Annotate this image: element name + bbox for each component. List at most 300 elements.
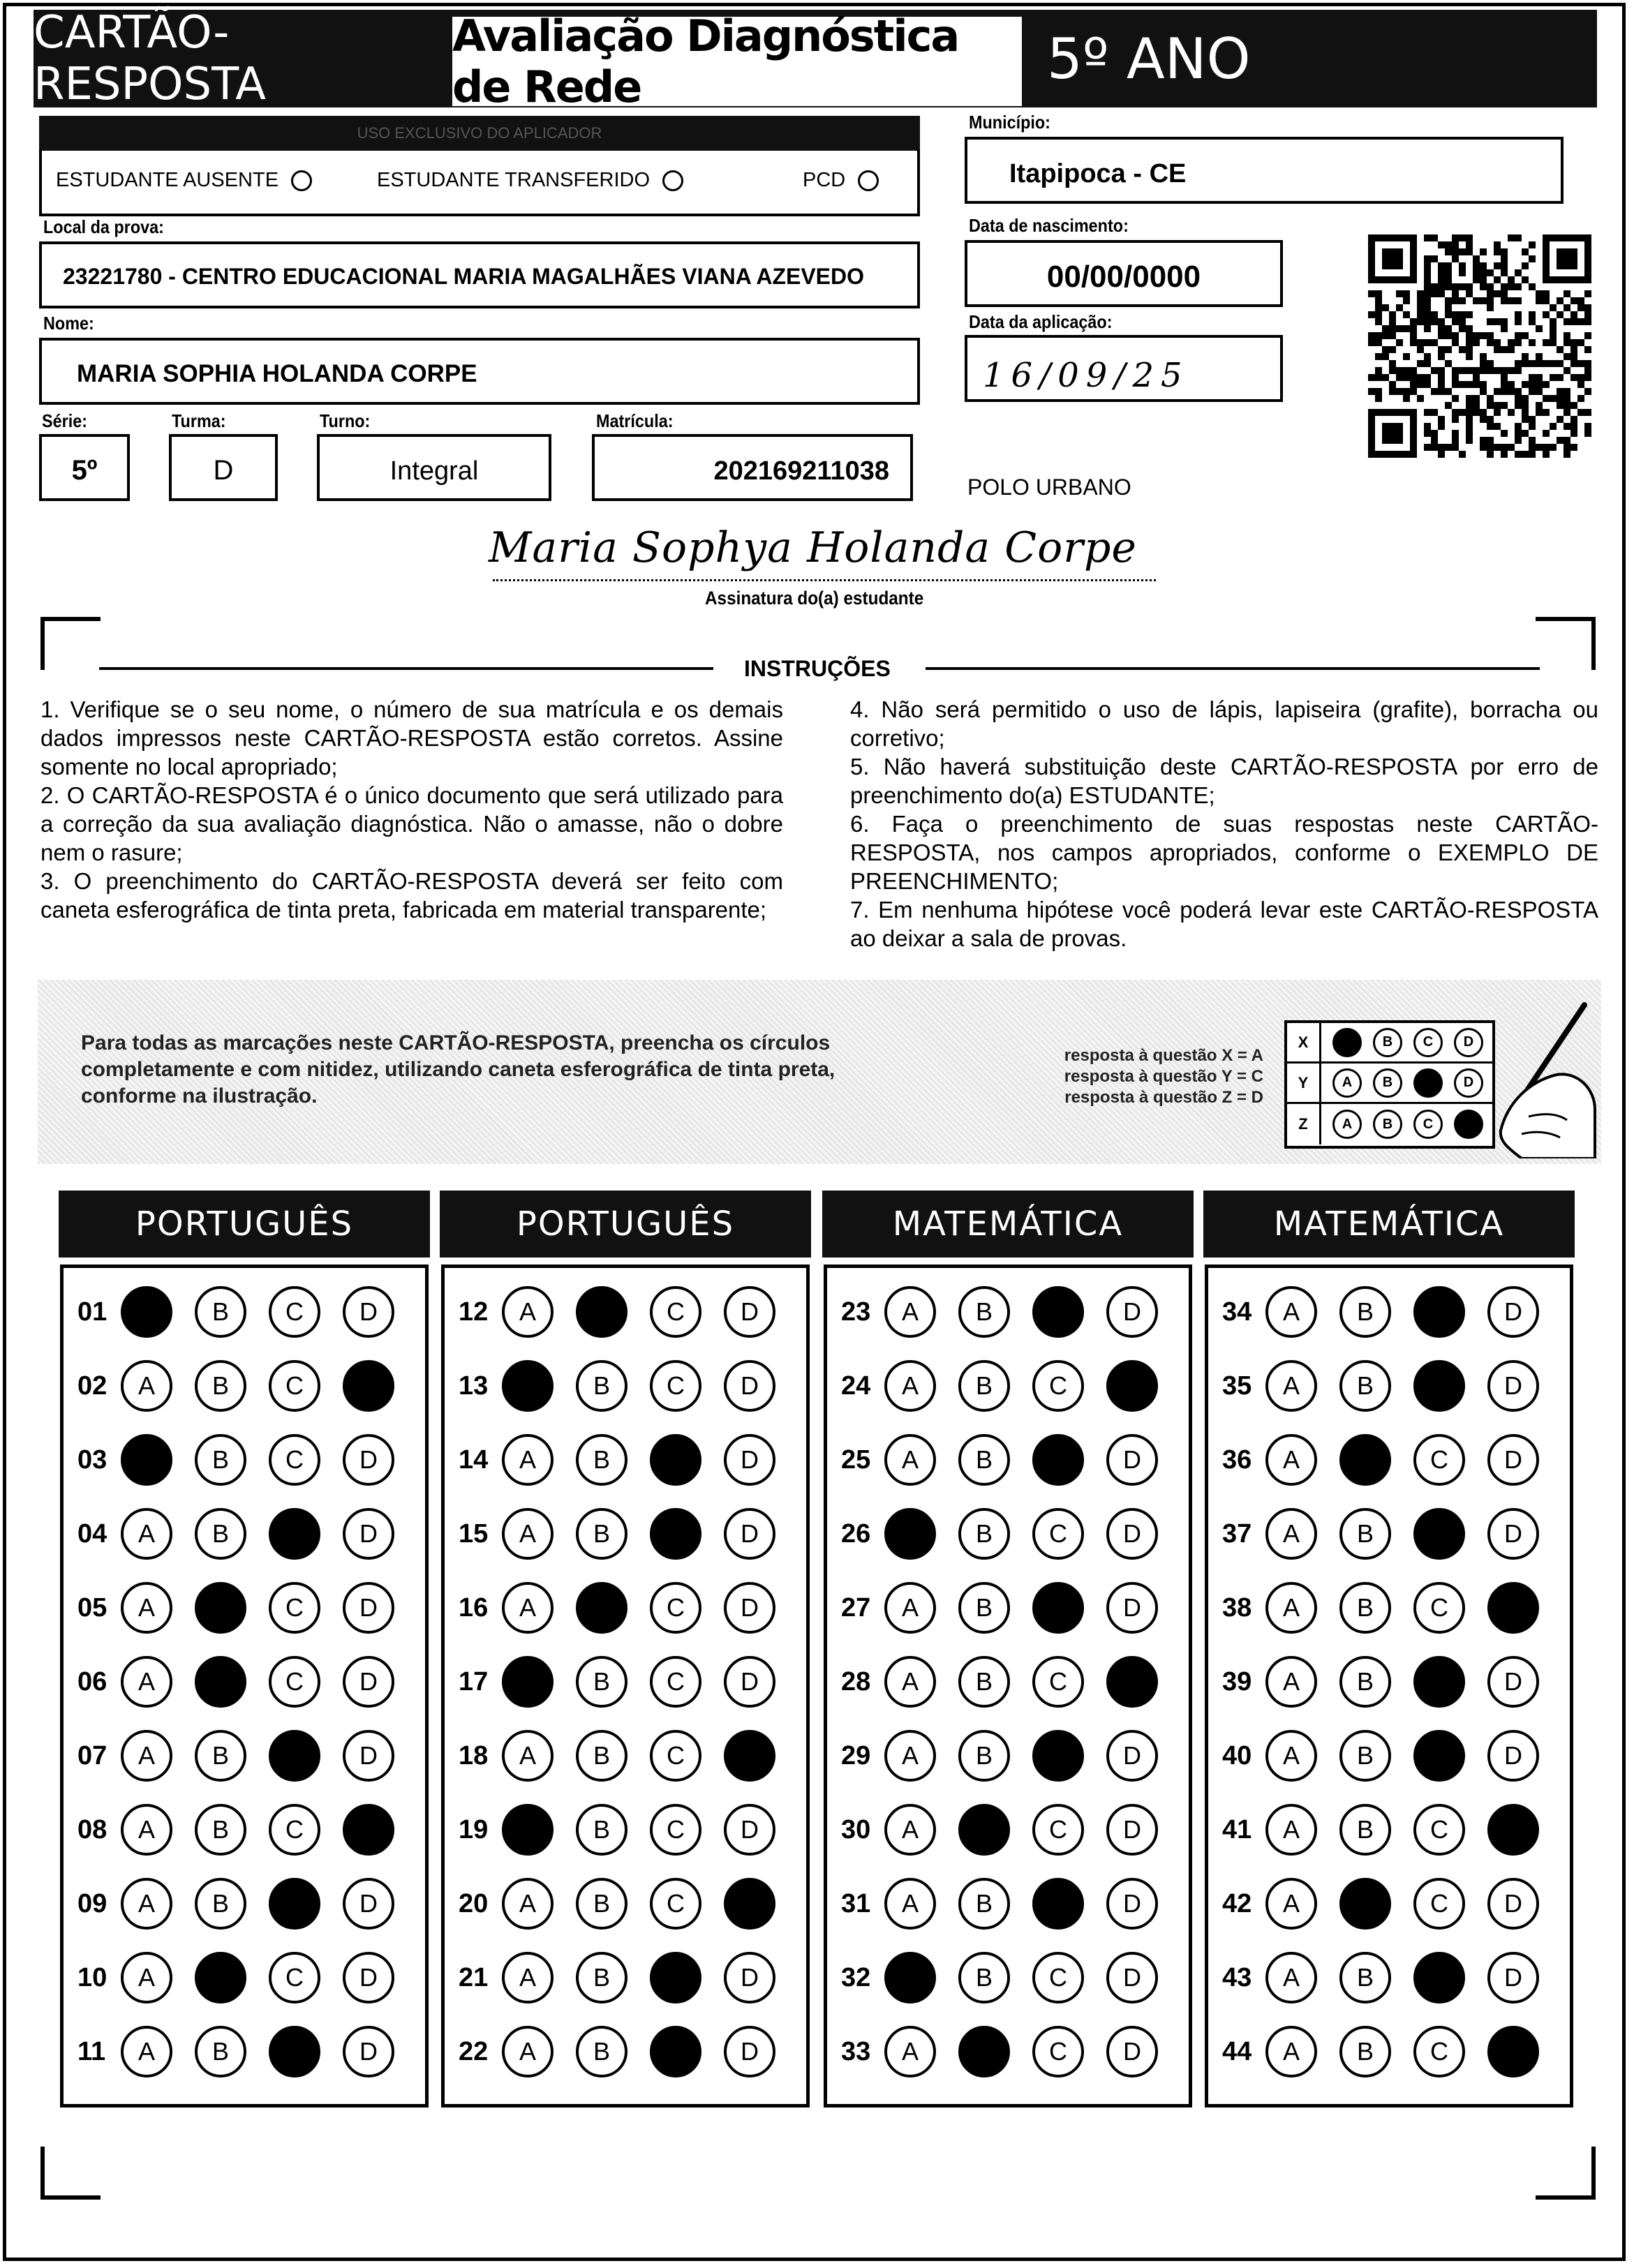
question-row	[1222, 2020, 1561, 2083]
answer-bubble-a[interactable]: A	[1265, 1804, 1317, 1856]
question-number: 33	[841, 2036, 871, 2066]
section-header-2: PORTUGUÊS	[440, 1191, 811, 1258]
answer-bubble-c[interactable]	[650, 1434, 701, 1486]
answer-bubble-a[interactable]: A	[502, 1508, 554, 1560]
question-row	[459, 1355, 798, 1417]
hand-pen-icon	[1480, 998, 1598, 1158]
question-row	[1222, 1650, 1561, 1713]
question-number: 22	[459, 2036, 489, 2066]
answer-bubble-a[interactable]	[884, 1952, 936, 2004]
question-number: 31	[841, 1888, 871, 1918]
answer-bubble-c[interactable]	[1032, 1434, 1084, 1486]
answer-bubble-d[interactable]: D	[343, 1878, 394, 1930]
question-number: 25	[841, 1445, 871, 1475]
answer-bubble-b[interactable]: B	[958, 1952, 1010, 2004]
answer-bubble-b[interactable]: B	[195, 1804, 246, 1856]
section-header-4: MATEMÁTICA	[1203, 1191, 1575, 1258]
answer-bubble-c[interactable]	[1032, 1286, 1084, 1338]
answer-bubble-a[interactable]: A	[1265, 2026, 1317, 2077]
question-row	[77, 1576, 417, 1639]
nome-value: MARIA SOPHIA HOLANDA CORPE	[77, 360, 477, 387]
corner-mark-bottom-right	[1536, 2147, 1596, 2200]
answer-bubble-d[interactable]: D	[724, 1508, 775, 1560]
answer-bubble-a[interactable]: A	[502, 1952, 554, 2004]
nome-label: Nome:	[43, 313, 94, 334]
answer-bubble-a[interactable]: A	[502, 1434, 554, 1486]
question-row	[459, 1281, 798, 1343]
answer-bubble-d[interactable]: D	[1106, 2026, 1158, 2077]
answer-bubble-b[interactable]	[1339, 1878, 1391, 1930]
answer-bubble-b[interactable]: B	[195, 1434, 246, 1486]
example-row-label: Y	[1287, 1064, 1321, 1102]
answer-bubble-d[interactable]: D	[1106, 1878, 1158, 1930]
question-number: 34	[1222, 1297, 1252, 1327]
example-row-label: X	[1287, 1023, 1321, 1061]
question-number: 01	[77, 1297, 107, 1327]
nascimento-value: 00/00/0000	[1046, 260, 1201, 294]
instructions-title: INSTRUÇÕES	[744, 656, 891, 681]
status-option-absent[interactable]	[56, 169, 312, 192]
answer-bubble-b[interactable]: B	[958, 1286, 1010, 1338]
answer-bubble-c[interactable]: C	[650, 1286, 701, 1338]
nome-box	[39, 338, 920, 405]
question-row	[1222, 1428, 1561, 1491]
answer-bubble-a[interactable]: A	[1265, 1656, 1317, 1708]
answer-bubble-a[interactable]: A	[884, 2026, 936, 2077]
question-number: 04	[77, 1519, 107, 1549]
answer-bubble-a[interactable]: A	[121, 1656, 172, 1708]
answer-bubble-b[interactable]: B	[576, 1434, 627, 1486]
status-option-pcd[interactable]	[803, 169, 879, 192]
header-center-title: Avaliação Diagnóstica de Rede	[452, 10, 959, 112]
municipio-label: Município:	[969, 112, 1050, 133]
answer-bubble-a[interactable]: A	[121, 1804, 172, 1856]
answer-bubble-d[interactable]: D	[1106, 1730, 1158, 1782]
nascimento-box	[965, 240, 1283, 307]
answer-bubble-a[interactable]	[121, 1286, 172, 1338]
answer-bubble-b[interactable]	[195, 1656, 246, 1708]
turno-label: Turno:	[320, 410, 371, 431]
answer-bubble-b[interactable]: B	[195, 1730, 246, 1782]
answer-bubble-b[interactable]: B	[576, 1878, 627, 1930]
example-text: Para todas as marcações neste CARTÃO-RESPOSTA, preencha os círculos completamente e com nitidez, utilizando caneta esferográfica de tinta preta, conforme na ilustração.	[81, 1031, 835, 1107]
answer-bubble-c[interactable]	[1413, 1360, 1465, 1412]
answer-bubble-d[interactable]: D	[1487, 1730, 1539, 1782]
question-row	[459, 1428, 798, 1491]
answer-bubble-c[interactable]: C	[269, 1286, 320, 1338]
question-number: 19	[459, 1814, 489, 1844]
answer-bubble-c[interactable]	[650, 1952, 701, 2004]
answer-bubble-b[interactable]: B	[195, 1286, 246, 1338]
answer-bubble-a[interactable]	[502, 1656, 554, 1708]
example-legend-x: resposta à questão X = A	[1064, 1046, 1263, 1065]
question-number: 05	[77, 1592, 107, 1622]
answer-bubble-c[interactable]	[269, 2026, 320, 2077]
answer-bubble-d[interactable]: D	[343, 2026, 394, 2077]
answer-bubble-c[interactable]: C	[1413, 2026, 1465, 2077]
municipio-box	[965, 137, 1564, 204]
question-number: 10	[77, 1962, 107, 1992]
question-number: 08	[77, 1814, 107, 1844]
pcd-circle[interactable]	[858, 170, 879, 191]
turma-value: D	[213, 455, 234, 486]
answer-bubble-b[interactable]: B	[576, 1730, 627, 1782]
answer-bubble-b[interactable]: B	[195, 1360, 246, 1412]
transferred-circle[interactable]	[662, 170, 683, 191]
answer-bubble-d[interactable]: D	[724, 1582, 775, 1634]
example-row-label: Z	[1287, 1104, 1321, 1144]
answer-bubble-b[interactable]: B	[958, 1878, 1010, 1930]
answer-bubble-b[interactable]: B	[1339, 1656, 1391, 1708]
answer-bubble-b[interactable]: B	[195, 1878, 246, 1930]
question-number: 28	[841, 1666, 871, 1696]
answer-bubble-c[interactable]	[269, 1730, 320, 1782]
answer-bubble-a[interactable]: A	[1265, 1360, 1317, 1412]
answer-bubble-c[interactable]: C	[1413, 1434, 1465, 1486]
answer-bubble-b[interactable]: B	[958, 1582, 1010, 1634]
answer-bubble-a[interactable]	[121, 1434, 172, 1486]
status-option-absent-label: ESTUDANTE AUSENTE	[56, 169, 279, 191]
answer-bubble-c[interactable]	[1413, 1656, 1465, 1708]
header-grade: 5º ANO	[1047, 26, 1251, 91]
corner-mark-top-right	[1536, 617, 1596, 670]
question-row	[459, 1576, 798, 1639]
answer-bubble-c[interactable]	[269, 1878, 320, 1930]
answer-bubble-c[interactable]: C	[269, 1952, 320, 2004]
answer-bubble-a[interactable]: A	[121, 1878, 172, 1930]
example-bubble-d: D	[1454, 1068, 1483, 1098]
serie-value: 5º	[71, 455, 98, 486]
answer-bubble-c[interactable]: C	[650, 1582, 701, 1634]
example-bubble-c: C	[1413, 1028, 1443, 1057]
answer-bubble-b[interactable]: B	[1339, 1286, 1391, 1338]
header-left-title: CARTÃO-RESPOSTA	[34, 7, 267, 110]
answer-bubble-d[interactable]: D	[343, 1656, 394, 1708]
answer-bubble-c[interactable]	[1032, 1730, 1084, 1782]
answer-bubble-c[interactable]	[650, 2026, 701, 2077]
answer-bubble-b[interactable]	[958, 2026, 1010, 2077]
answer-panel-4	[1205, 1264, 1573, 2107]
answer-bubble-d[interactable]: D	[1487, 1656, 1539, 1708]
answer-bubble-c[interactable]: C	[650, 1878, 701, 1930]
answer-bubble-c[interactable]	[269, 1508, 320, 1560]
instructions-left: 1. Verifique se o seu nome, o número de sua matrícula e os demais dados impressos neste CARTÃO-RESPOSTA estão corretos. Assine somente no local apropriado; 2. O CARTÃO-RESPOSTA é o único documento que será utilizado para a correção da sua avaliação diagnóstica. Não o amasse, não o dobre nem o rasure; 3. O preenchimento do CARTÃO-RESPOSTA deverá ser feito com caneta esferográfica de tinta preta, fabricada em material transparente;	[40, 696, 783, 923]
question-number: 20	[459, 1888, 489, 1918]
question-number: 11	[77, 2036, 106, 2066]
answer-bubble-d[interactable]: D	[343, 1434, 394, 1486]
question-number: 41	[1222, 1814, 1252, 1844]
question-number: 29	[841, 1740, 871, 1770]
answer-bubble-d[interactable]: D	[1487, 1878, 1539, 1930]
answer-bubble-c[interactable]: C	[1413, 1878, 1465, 1930]
answer-bubble-b[interactable]: B	[576, 1804, 627, 1856]
answer-bubble-d[interactable]: D	[1487, 1434, 1539, 1486]
question-row	[77, 1650, 417, 1713]
answer-bubble-a[interactable]: A	[884, 1804, 936, 1856]
question-row	[841, 1355, 1180, 1417]
answer-bubble-b[interactable]	[1339, 1434, 1391, 1486]
answer-bubble-b[interactable]: B	[576, 1508, 627, 1560]
answer-bubble-a[interactable]: A	[1265, 1730, 1317, 1782]
answer-bubble-d[interactable]: D	[724, 1286, 775, 1338]
question-row	[459, 1872, 798, 1935]
answer-bubble-b[interactable]	[576, 1582, 627, 1634]
answer-bubble-a[interactable]: A	[884, 1434, 936, 1486]
answer-bubble-d[interactable]: D	[1106, 1434, 1158, 1486]
question-row	[841, 1281, 1180, 1343]
answer-bubble-c[interactable]: C	[650, 1804, 701, 1856]
answer-bubble-c[interactable]	[1032, 1582, 1084, 1634]
answer-bubble-c[interactable]: C	[269, 1360, 320, 1412]
serie-box	[39, 434, 130, 501]
answer-bubble-b[interactable]: B	[958, 1434, 1010, 1486]
answer-bubble-a[interactable]: A	[884, 1730, 936, 1782]
answer-bubble-b[interactable]: B	[576, 2026, 627, 2077]
answer-bubble-d[interactable]: D	[724, 1804, 775, 1856]
example-bubble-c	[1413, 1068, 1443, 1098]
answer-bubble-b[interactable]: B	[1339, 1508, 1391, 1560]
question-row	[459, 2020, 798, 2083]
example-row	[1287, 1023, 1492, 1064]
question-number: 38	[1222, 1592, 1252, 1622]
example-bubble-a	[1332, 1028, 1362, 1057]
answer-bubble-d[interactable]	[343, 1360, 394, 1412]
answer-bubble-a[interactable]: A	[884, 1656, 936, 1708]
turno-box	[317, 434, 551, 501]
answer-bubble-c[interactable]: C	[1032, 2026, 1084, 2077]
turma-label: Turma:	[172, 410, 226, 431]
section-header-1: PORTUGUÊS	[59, 1191, 430, 1258]
example-legend	[1033, 1045, 1263, 1108]
answer-bubble-d[interactable]	[1487, 2026, 1539, 2077]
answer-bubble-b[interactable]: B	[958, 1730, 1010, 1782]
answer-bubble-b[interactable]: B	[1339, 1952, 1391, 2004]
question-row	[841, 1724, 1180, 1787]
answer-bubble-a[interactable]: A	[121, 1730, 172, 1782]
answer-bubble-d[interactable]	[1487, 1582, 1539, 1634]
question-number: 39	[1222, 1666, 1252, 1696]
answer-bubble-d[interactable]: D	[724, 2026, 775, 2077]
question-number: 27	[841, 1592, 871, 1622]
question-number: 06	[77, 1666, 107, 1696]
aplicacao-box	[965, 335, 1283, 402]
polo-label: POLO URBANO	[967, 475, 1131, 500]
question-row	[841, 1872, 1180, 1935]
question-row	[77, 1798, 417, 1861]
question-row	[77, 1281, 417, 1343]
answer-bubble-c[interactable]: C	[650, 1656, 701, 1708]
answer-bubble-c[interactable]	[650, 1508, 701, 1560]
answer-bubble-c[interactable]: C	[1032, 1360, 1084, 1412]
answer-bubble-a[interactable]: A	[502, 2026, 554, 2077]
example-row	[1287, 1104, 1492, 1144]
answer-bubble-a[interactable]: A	[1265, 1952, 1317, 2004]
answer-bubble-a[interactable]: A	[502, 1582, 554, 1634]
matricula-value: 202169211038	[713, 456, 889, 486]
answer-bubble-d[interactable]	[1106, 1360, 1158, 1412]
answer-bubble-d[interactable]: D	[343, 1508, 394, 1560]
example-bubble-a: A	[1332, 1068, 1362, 1098]
question-row	[77, 1502, 417, 1565]
answer-bubble-c[interactable]: C	[269, 1804, 320, 1856]
answer-bubble-d[interactable]	[343, 1804, 394, 1856]
answer-bubble-b[interactable]: B	[1339, 1804, 1391, 1856]
status-option-pcd-label: PCD	[803, 169, 846, 191]
question-number: 13	[459, 1371, 489, 1401]
answer-bubble-c[interactable]: C	[650, 1730, 701, 1782]
question-number: 09	[77, 1888, 107, 1918]
answer-bubble-b[interactable]	[958, 1804, 1010, 1856]
answer-bubble-c[interactable]: C	[1032, 1804, 1084, 1856]
question-number: 21	[459, 1962, 489, 1992]
answer-bubble-c[interactable]	[1413, 1508, 1465, 1560]
question-number: 42	[1222, 1888, 1252, 1918]
answer-bubble-b[interactable]: B	[958, 1360, 1010, 1412]
answer-bubble-d[interactable]: D	[1106, 1582, 1158, 1634]
answer-bubble-a[interactable]: A	[121, 2026, 172, 2077]
answer-bubble-a[interactable]: A	[121, 1582, 172, 1634]
answer-bubble-d[interactable]: D	[1106, 1286, 1158, 1338]
absent-circle[interactable]	[291, 170, 312, 191]
answer-bubble-a[interactable]: A	[1265, 1286, 1317, 1338]
answer-bubble-a[interactable]: A	[1265, 1582, 1317, 1634]
answer-bubble-c[interactable]	[1413, 1952, 1465, 2004]
answer-bubble-b[interactable]: B	[1339, 2026, 1391, 2077]
answer-bubble-d[interactable]: D	[343, 1730, 394, 1782]
answer-bubble-a[interactable]: A	[1265, 1878, 1317, 1930]
question-number: 35	[1222, 1371, 1252, 1401]
answer-bubble-d[interactable]: D	[343, 1286, 394, 1338]
answer-bubble-c[interactable]: C	[1413, 1804, 1465, 1856]
question-number: 15	[459, 1519, 489, 1549]
answer-bubble-d[interactable]	[1487, 1804, 1539, 1856]
answer-bubble-b[interactable]	[195, 1952, 246, 2004]
answer-bubble-d[interactable]: D	[1487, 1952, 1539, 2004]
status-option-transferred[interactable]	[377, 169, 683, 192]
answer-bubble-a[interactable]: A	[1265, 1434, 1317, 1486]
matricula-label: Matrícula:	[596, 410, 674, 431]
answer-bubble-b[interactable]	[576, 1286, 627, 1338]
example-bubble-c: C	[1413, 1110, 1443, 1139]
answer-bubble-c[interactable]: C	[1032, 1952, 1084, 2004]
question-row	[1222, 1798, 1561, 1861]
answer-bubble-a[interactable]: A	[502, 1878, 554, 1930]
answer-bubble-c[interactable]: C	[1032, 1656, 1084, 1708]
local-box	[39, 241, 920, 308]
answer-bubble-d[interactable]: D	[343, 1582, 394, 1634]
answer-bubble-a[interactable]: A	[502, 1730, 554, 1782]
answer-bubble-d[interactable]: D	[1487, 1508, 1539, 1560]
answer-bubble-a[interactable]	[884, 1508, 936, 1560]
answer-bubble-a[interactable]: A	[121, 1952, 172, 2004]
answer-bubble-d[interactable]: D	[724, 1656, 775, 1708]
answer-bubble-d[interactable]: D	[1487, 1286, 1539, 1338]
question-row	[1222, 1946, 1561, 2009]
answer-bubble-c[interactable]	[1032, 1878, 1084, 1930]
question-number: 17	[459, 1666, 489, 1696]
question-row	[77, 2020, 417, 2083]
answer-bubble-b[interactable]: B	[1339, 1730, 1391, 1782]
answer-bubble-d[interactable]: D	[1106, 1952, 1158, 2004]
answer-bubble-c[interactable]	[1413, 1730, 1465, 1782]
example-bubble-b: B	[1373, 1028, 1402, 1057]
answer-bubble-a[interactable]	[502, 1804, 554, 1856]
answer-bubble-a[interactable]: A	[121, 1360, 172, 1412]
answer-panel-3	[824, 1264, 1192, 2107]
question-row	[459, 1946, 798, 2009]
question-row	[77, 1355, 417, 1417]
question-number: 26	[841, 1519, 871, 1549]
answer-bubble-a[interactable]: A	[121, 1508, 172, 1560]
answer-bubble-a[interactable]: A	[502, 1286, 554, 1338]
matricula-box	[592, 434, 913, 501]
answer-bubble-d[interactable]: D	[724, 1434, 775, 1486]
answer-bubble-b[interactable]: B	[1339, 1582, 1391, 1634]
answer-bubble-b[interactable]: B	[958, 1656, 1010, 1708]
answer-bubble-c[interactable]	[1413, 1286, 1465, 1338]
answer-bubble-d[interactable]	[724, 1730, 775, 1782]
answer-bubble-a[interactable]: A	[884, 1286, 936, 1338]
answer-bubble-d[interactable]: D	[1106, 1508, 1158, 1560]
answer-bubble-a[interactable]: A	[1265, 1508, 1317, 1560]
question-number: 14	[459, 1445, 489, 1475]
question-row	[841, 2020, 1180, 2083]
example-grid	[1284, 1020, 1495, 1149]
answer-bubble-d[interactable]: D	[1106, 1804, 1158, 1856]
aplicacao-label: Data da aplicação:	[969, 311, 1113, 332]
answer-bubble-a[interactable]: A	[884, 1878, 936, 1930]
qr-code-icon	[1368, 234, 1591, 458]
answer-bubble-b[interactable]: B	[958, 1508, 1010, 1560]
answer-bubble-a[interactable]: A	[884, 1360, 936, 1412]
answer-bubble-d[interactable]: D	[724, 1360, 775, 1412]
answer-bubble-b[interactable]: B	[576, 1656, 627, 1708]
signature-line	[493, 579, 1156, 581]
answer-bubble-b[interactable]	[195, 1582, 246, 1634]
answer-bubble-c[interactable]: C	[1413, 1582, 1465, 1634]
answer-bubble-c[interactable]: C	[269, 1434, 320, 1486]
section-header-3: MATEMÁTICA	[822, 1191, 1194, 1258]
question-row	[459, 1798, 798, 1861]
answer-bubble-c[interactable]: C	[269, 1656, 320, 1708]
answer-bubble-b[interactable]: B	[576, 1952, 627, 2004]
question-row	[77, 1428, 417, 1491]
answer-bubble-c[interactable]: C	[1032, 1508, 1084, 1560]
answer-bubble-b[interactable]: B	[576, 1360, 627, 1412]
question-number: 12	[459, 1297, 489, 1327]
answer-bubble-a[interactable]: A	[884, 1582, 936, 1634]
answer-bubble-d[interactable]: D	[1487, 1360, 1539, 1412]
nascimento-label: Data de nascimento:	[969, 215, 1129, 236]
example-bubble-b: B	[1373, 1110, 1402, 1139]
question-row	[1222, 1872, 1561, 1935]
answer-bubble-d[interactable]: D	[724, 1952, 775, 2004]
question-row	[77, 1872, 417, 1935]
answer-bubble-c[interactable]: C	[650, 1360, 701, 1412]
answer-bubble-a[interactable]	[502, 1360, 554, 1412]
answer-bubble-c[interactable]: C	[269, 1582, 320, 1634]
signature-caption: Assinatura do(a) estudante	[705, 588, 924, 609]
answer-bubble-b[interactable]: B	[195, 2026, 246, 2077]
question-row	[459, 1650, 798, 1713]
serie-label: Série:	[42, 410, 88, 431]
answer-bubble-d[interactable]	[1106, 1656, 1158, 1708]
answer-bubble-b[interactable]: B	[1339, 1360, 1391, 1412]
answer-bubble-b[interactable]: B	[195, 1508, 246, 1560]
local-value: 23221780 - CENTRO EDUCACIONAL MARIA MAGALHÃES VIANA AZEVEDO	[63, 264, 865, 289]
answer-bubble-d[interactable]	[724, 1878, 775, 1930]
answer-bubble-d[interactable]: D	[343, 1952, 394, 2004]
